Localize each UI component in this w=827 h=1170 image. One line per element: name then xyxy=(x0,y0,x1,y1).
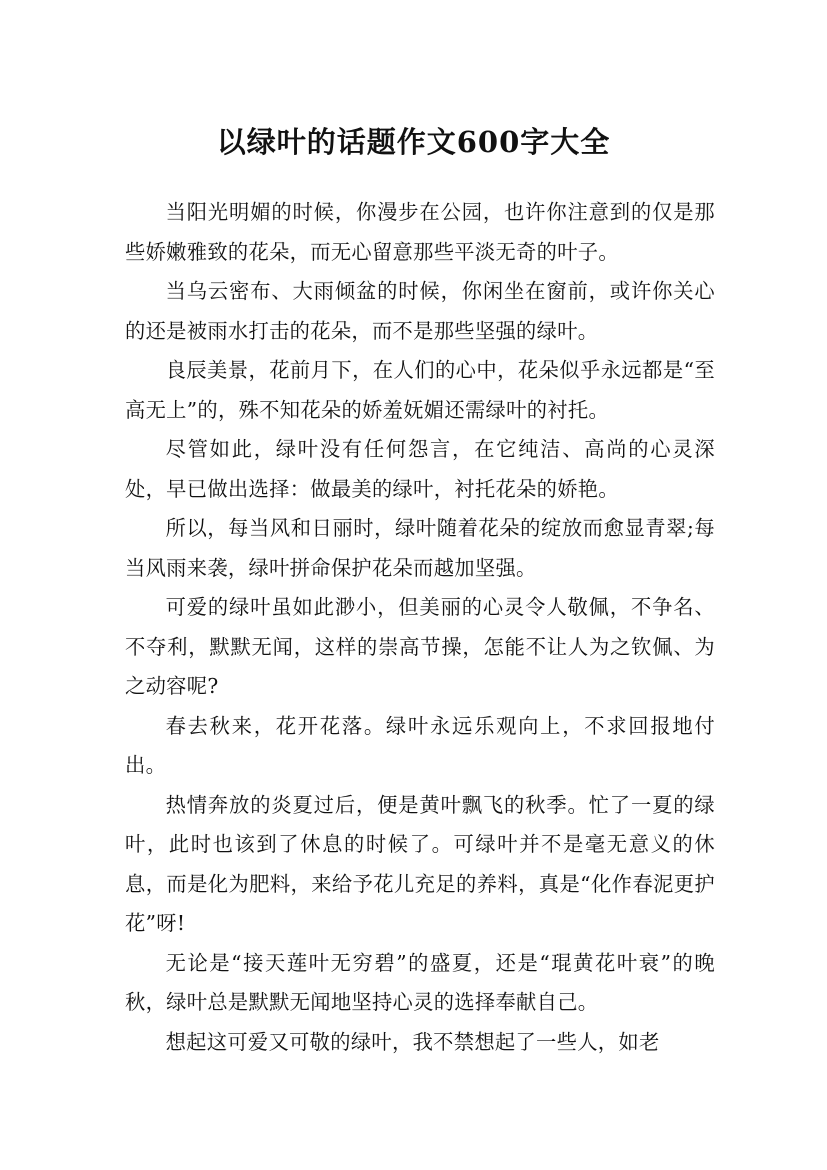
paragraph: 无论是“接天莲叶无穷碧”的盛夏，还是“琨黄花叶衰”的晚秋，绿叶总是默默无闻地坚持心灵的选择奉献自己。 xyxy=(125,950,715,1014)
paragraph: 当乌云密布、大雨倾盆的时候，你闲坐在窗前，或许你关心的还是被雨水打击的花朵，而不是那些坚强的绿叶。 xyxy=(125,279,715,343)
paragraph: 所以，每当风和日丽时，绿叶随着花朵的绽放而愈显青翠;每当风雨来袭，绿叶拼命保护花朵而越加坚强。 xyxy=(125,516,715,580)
article-body xyxy=(125,193,715,1062)
document-title: 以绿叶的话题作文600字大全 xyxy=(216,125,611,160)
paragraph: 春去秋来，花开花落。绿叶永远乐观向上，不求回报地付出。 xyxy=(125,713,715,777)
paragraph: 当阳光明媚的时候，你漫步在公园，也许你注意到的仅是那些娇嫩雅致的花朵，而无心留意那些平淡无奇的叶子。 xyxy=(125,200,715,264)
paragraph: 可爱的绿叶虽如此渺小，但美丽的心灵令人敬佩，不争名、不夺利，默默无闻，这样的崇高节操，怎能不让人为之钦佩、为之动容呢? xyxy=(125,595,715,698)
paragraph: 想起这可爱又可敬的绿叶，我不禁想起了一些人，如老 xyxy=(165,1029,660,1054)
paragraph: 尽管如此，绿叶没有任何怨言，在它纯洁、高尚的心灵深处，早已做出选择：做最美的绿叶，衬托花朵的娇艳。 xyxy=(125,437,715,501)
paragraph: 热情奔放的炎夏过后，便是黄叶飘飞的秋季。忙了一夏的绿叶，此时也该到了休息的时候了。可绿叶并不是毫无意义的休息，而是化为肥料，来给予花儿充足的养料，真是“化作春泥更护花”呀! xyxy=(125,792,715,935)
paragraph: 良辰美景，花前月下，在人们的心中，花朵似乎永远都是“至高无上”的，殊不知花朵的娇羞妩媚还需绿叶的衬托。 xyxy=(125,358,715,422)
